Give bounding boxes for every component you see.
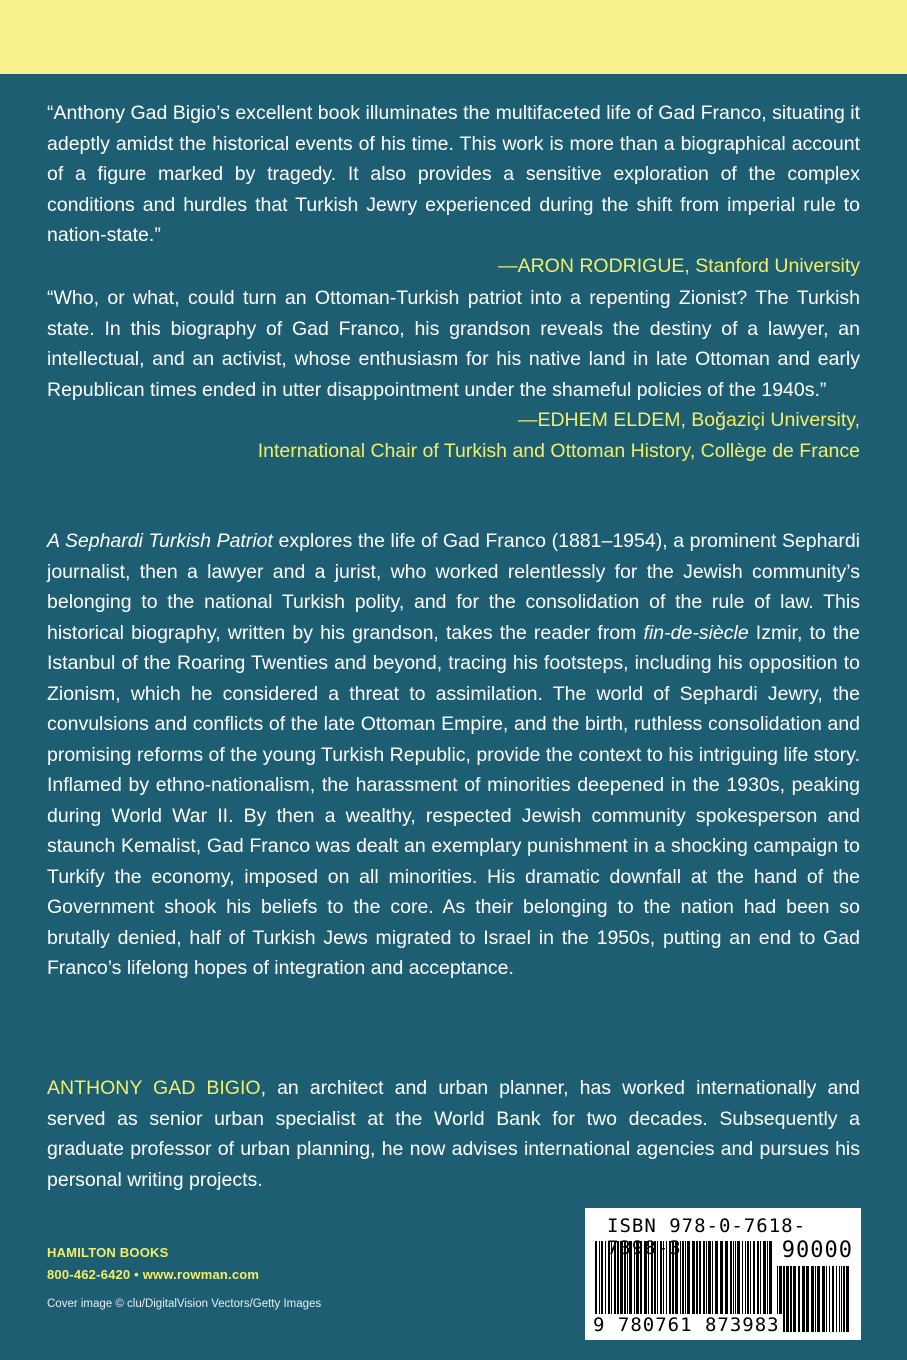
review-quote-eldem <box>47 283 860 466</box>
isbn-number: ISBN 978-0-7618-7398-3 <box>607 1215 807 1259</box>
quote-attribution: —ARON RODRIGUE, Stanford University <box>498 254 860 277</box>
barcode-bar <box>798 1266 800 1332</box>
barcode-bar <box>841 1266 842 1332</box>
author-bio-text: , an architect and urban planner, has worked internationally and served as senior urban specialist at the World Bank for two decades. Subsequently a graduate professor of urban planning, he now advises international agencies and pursues his personal writing projects. <box>47 1077 860 1191</box>
description-text-2: Izmir, to the Istanbul of the Roaring Twenties and beyond, tracing his footsteps, including his opposition to Zionism, which he considered a threat to assimilation. The world of Sephardi Jewry, the convulsions and conflicts of the late Ottoman Empire, and the birth, ruthless consolidation and promising reforms of the young Turkish Republic, provide the context to his intriguing life story. Inflamed by ethno-nationalism, the harassment of minorities deepened in the 1930s, peaking during World War II. By then a wealthy, respected Jewish community spokesperson and staunch Kemalist, Gad Franco was dealt an exemplary punishment in a shocking campaign to Turkify the economy, imposed on all minorities. His dramatic downfall at the hand of the Government shook his beliefs to the core. As their belonging to the nation had been so brutally denied, half of Turkish Jews migrated to Israel in the 1950s, putting an end to Gad Franco’s lifelong hopes of integration and acceptance. <box>47 621 860 979</box>
quote-attribution-line1: —EDHEM ELDEM, Boğaziçi University, <box>517 409 860 431</box>
barcode-bar <box>836 1266 837 1332</box>
barcode-bar <box>832 1266 834 1332</box>
barcode-bar <box>829 1266 830 1332</box>
barcode-bar <box>595 1241 597 1319</box>
barcode-bar <box>843 1266 845 1332</box>
price-code: 90000 <box>781 1238 853 1263</box>
barcode-bar <box>605 1241 606 1319</box>
ean-number: 9 780761 873983 <box>593 1314 783 1336</box>
barcode-bar <box>846 1266 849 1332</box>
book-title: A Sephardi Turkish Patriot <box>47 530 273 552</box>
barcode-bar <box>790 1266 792 1332</box>
italic-phrase: fin-de-siècle <box>643 621 749 644</box>
barcode-bar <box>839 1266 840 1332</box>
book-description <box>47 526 860 984</box>
cover-image-credit: Cover image © clu/DigitalVision Vectors/Getty Images <box>47 1298 322 1310</box>
review-quote-rodrigue <box>47 98 860 281</box>
author-bio <box>47 1073 860 1195</box>
quote-attribution-line2: International Chair of Turkish and Ottoman History, Collège de France <box>257 439 860 462</box>
barcode-bar <box>806 1266 809 1332</box>
description-text-1: explores the life of Gad Franco (1881–1954), a prominent Sephardi journalist, then a lawyer and a jurist, who worked relentlessly for the Jewish community’s belonging to the national Turkish polity, and for the consolidation of the rule of law. This historical biography, written by his grandson, takes the reader from <box>47 530 861 644</box>
barcode-bar <box>601 1241 603 1319</box>
barcode-bar <box>815 1266 816 1332</box>
quote-text: “Anthony Gad Bigio’s excellent book illuminates the multifaceted life of Gad Franco, situating it adeptly amidst the historical events of his time. This work is more than a biographical account of a figure marked by tragedy. It also provides a sensitive exploration of the complex conditions and hurdles that Turkish Jewry experienced during the shift from imperial rule to nation-state.” <box>47 102 860 246</box>
barcode-bar <box>817 1266 820 1332</box>
barcode-bar <box>811 1266 814 1332</box>
barcode-bar <box>599 1241 600 1319</box>
barcode-bar <box>826 1266 827 1332</box>
publisher-name: HAMILTON BOOKS <box>47 1245 169 1260</box>
top-color-band <box>0 0 907 74</box>
quote-text: “Who, or what, could turn an Ottoman-Turkish patriot into a repenting Zionist? The Turkish state. In this biography of Gad Franco, his grandson reveals the destiny of a lawyer, an intellectual, and an activist, whose enthusiasm for his native land in late Ottoman and early Republican times ended in utter disappointment under the shameful policies of the 1940s.” <box>47 287 860 401</box>
barcode-bar <box>783 1266 785 1332</box>
barcode-bar <box>793 1266 796 1332</box>
isbn-barcode <box>585 1208 861 1340</box>
author-name: ANTHONY GAD BIGIO <box>47 1077 261 1099</box>
publisher-contact: 800-462-6420 • www.rowman.com <box>47 1267 260 1282</box>
barcode-bar <box>822 1266 825 1332</box>
barcode-bar <box>802 1266 805 1332</box>
barcode-bar <box>786 1266 789 1332</box>
